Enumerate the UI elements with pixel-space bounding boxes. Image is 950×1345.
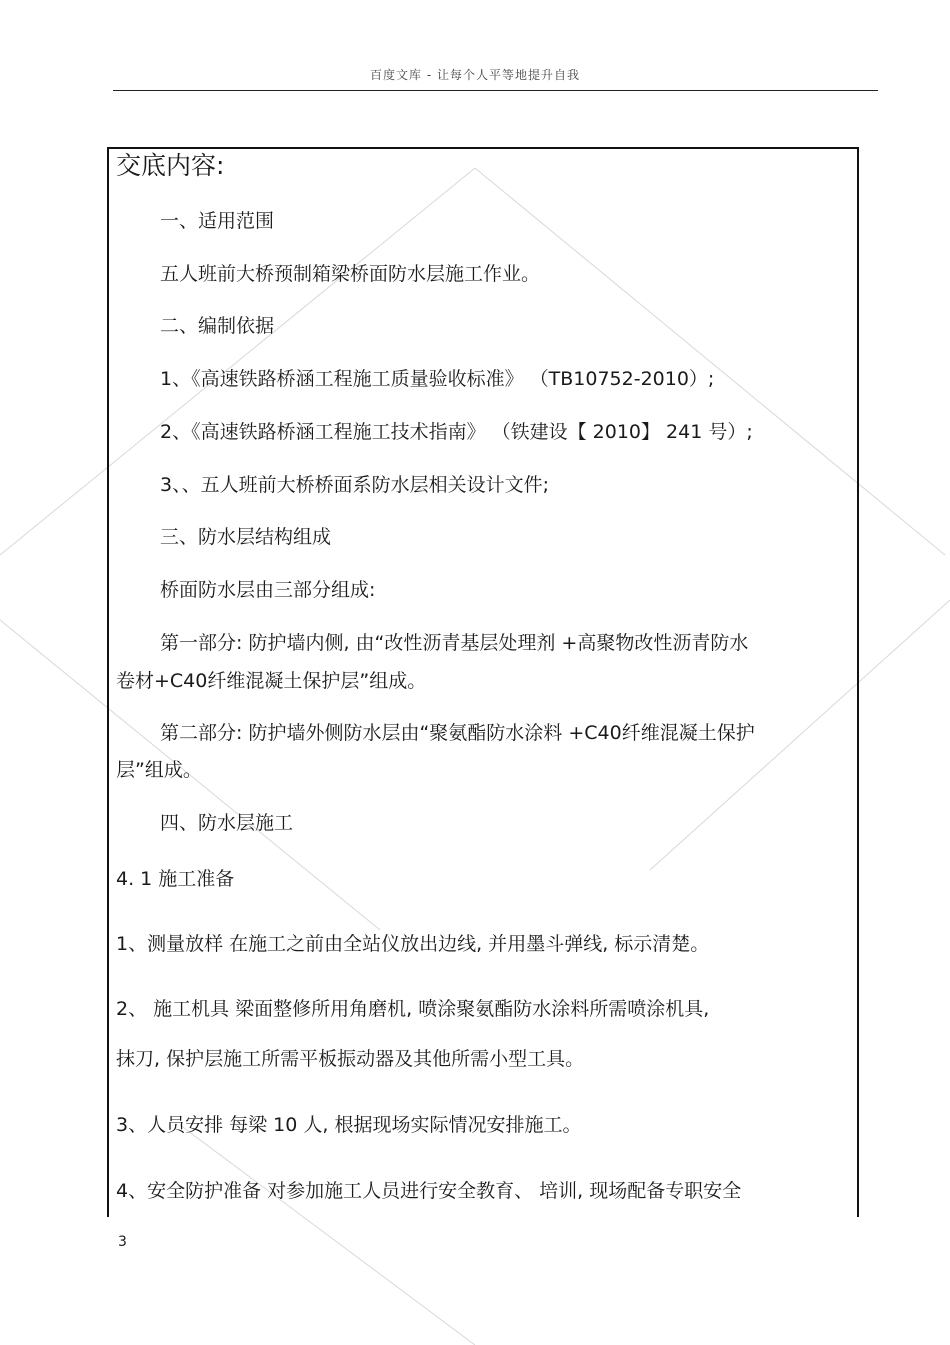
page-header: 百度文库 - 让每个人平等地提升自我 bbox=[370, 68, 580, 82]
paragraph-part-one: 第一部分: 防护墙内侧, 由“改性沥青基层处理剂 +高聚物改性沥青防水 bbox=[160, 632, 749, 654]
prep-item-survey: 1、测量放样 在施工之前由全站仪放出边线, 并用墨斗弹线, 标示清楚。 bbox=[116, 933, 710, 955]
paragraph-part-two-cont: 层”组成。 bbox=[116, 759, 202, 781]
paragraph-scope: 五人班前大桥预制箱梁桥面防水层施工作业。 bbox=[160, 263, 541, 285]
page-number: 3 bbox=[118, 1234, 127, 1250]
basis-item-2: 2、《高速铁路桥涵工程施工技术指南》 （铁建设【 2010】 241 号）; bbox=[160, 421, 753, 443]
section-title: 交底内容: bbox=[116, 151, 225, 180]
subheading-preparation: 4. 1 施工准备 bbox=[116, 868, 235, 890]
heading-scope: 一、适用范围 bbox=[160, 210, 275, 232]
paragraph-structure-intro: 桥面防水层由三部分组成: bbox=[160, 579, 376, 601]
prep-item-personnel: 3、人员安排 每梁 10 人, 根据现场实际情况安排施工。 bbox=[116, 1114, 582, 1136]
heading-construction: 四、防水层施工 bbox=[160, 812, 294, 834]
paragraph-part-two: 第二部分: 防护墙外侧防水层由“聚氨酯防水涂料 +C40纤维混凝土保护 bbox=[160, 722, 755, 744]
paragraph-part-one-cont: 卷材+C40纤维混凝土保护层”组成。 bbox=[116, 670, 427, 692]
basis-item-1: 1、《高速铁路桥涵工程施工质量验收标准》 （TB10752-2010）; bbox=[160, 368, 715, 390]
heading-structure: 三、防水层结构组成 bbox=[160, 526, 332, 548]
prep-item-equipment: 2、 施工机具 梁面整修所用角磨机, 喷涂聚氨酯防水涂料所需喷涂机具, bbox=[116, 998, 710, 1020]
prep-item-safety: 4、安全防护准备 对参加施工人员进行安全教育、 培训, 现场配备专职安全 bbox=[116, 1180, 742, 1202]
header-rule bbox=[113, 90, 878, 91]
prep-item-equipment-cont: 抹刀, 保护层施工所需平板振动器及其他所需小型工具。 bbox=[116, 1048, 585, 1070]
basis-item-3: 3、、五人班前大桥桥面系防水层相关设计文件; bbox=[160, 474, 549, 496]
heading-basis: 二、编制依据 bbox=[160, 315, 275, 337]
